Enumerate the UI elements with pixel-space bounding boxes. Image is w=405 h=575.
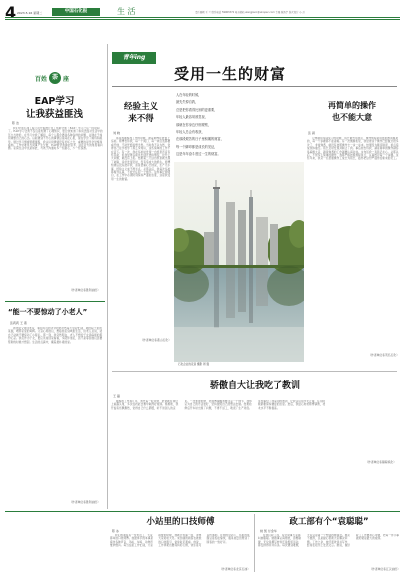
section-title: 生 活: [117, 7, 136, 16]
bottom-middle-footer-note: （作者单位系北京石油）: [219, 567, 250, 571]
bottom-right-body-text: 在我们政工部，有位同事大家都叫她聪聪。她做事认真细致，思维敏捷，无论是撰写材料还是组织活动，都安排得井井有条。每次遇到难题，大家总是第一个想到找她商量。她从不推辞，总是耐心帮助大家解决问题。工作之余，她还喜欢读书写作，经常在报刊上发表文章。她说，做好政工工作要用心用情，把每一件小事做好就是最大的成绩。: [258, 534, 400, 548]
left-bottom-author: 张莉莉 王 燕: [10, 321, 27, 325]
left-article-heading-2: 来不得: [128, 114, 154, 124]
middle-article-body: [111, 400, 399, 458]
sidebar-body-text: 我们中原石油工程公司开始推行员工帮助计划（EAP）学习已有一段时间了。EAP学习让我不仅仅是知道了心理知识，更让我知道了如何去面对生活中的压力与挫折。在学习中我了解到，每个人都会遇到各种各样的问题，关键在于如何调整自己的心态。以前遇到不开心的事情总是闷在心里，现在学会了倾诉和疏导。通过学习情绪管理课程，我认识到情绪没有好坏之分，重要的是学会觉察和接纳。工作中难免与同事产生分歧，EAP教会我换位思考，站在对方的角度看问题。家庭生活中也是如此，与孩子沟通时多一些耐心，少一些说教。: [8, 127, 103, 151]
left-bottom-footer-note: （作者单位系胜利油田）: [69, 500, 100, 504]
banner-tag: 青年ing: [112, 52, 156, 64]
sidebar-title-line1: EAP学习: [34, 96, 75, 107]
middle-article-body-text: 刚参加工作那几年，我凭着一股冲劲，很快就在岗位上崭露头角，多次在技能比赛中取得好成绩。渐渐地，我开始有些飘飘然，觉得自己什么都懂，听不进别人的意见。一次装置检修，老师傅提醒我要注意一个细节，我却认为自己的方法更好，坚持按照自己的想法去做。结果检修后开车时出现了问题，不得不返工，耽误了生产进度。这件事给了我深刻的教训，让我认识到学无止境，任何时候都要保持谦虚的态度。此后，我虚心向老师傅请教，技术水平不断提高。: [111, 400, 326, 410]
left-article-body: [111, 137, 171, 337]
middle-article-author: 王 磊: [113, 394, 120, 398]
left-article-heading-1: 经验主义: [123, 102, 158, 112]
sidebar-author: 陈 洁: [12, 121, 19, 125]
poem-block: [176, 92, 296, 159]
bottom-right-body: [258, 534, 400, 566]
poem-line-6: 年轻人总会有收获，: [176, 130, 205, 135]
bottom-middle-title: 小站里的口技师傅: [146, 517, 215, 527]
column-logo-left: 百姓: [34, 75, 47, 83]
sidebar-body: [8, 127, 104, 287]
right-article-heading-1: 再简单的操作: [328, 101, 376, 110]
middle-article-title: 骄傲自大让我吃了教训: [210, 381, 301, 391]
column-divider-bottom: [254, 514, 255, 572]
middle-article-rule: [112, 371, 397, 372]
poem-line-8: 每一个脚印都是成长的见证，: [176, 144, 218, 149]
poem-line-2: 最先失掉自我，: [176, 100, 199, 105]
left-bottom-body-text: 周末陪父母回老家，看到年迈的爷爷奶奶仍然每天早起忙碌，收拾院子里的菜园，喂养家里的鸡鸭。父亲心疼他们，想接他们到城里生活，但老人总说，能自己动就不要惊动了小辈们。那一刻，我突然明白，老人不想给子女添麻烦的那份心意。我们作为子女，更应该常回家看看，多陪伴他们，而不是等到他们需要帮助的时候才想起。生活的点滴中，藏着最朴素的爱。: [8, 327, 103, 344]
column-logo: [20, 70, 84, 86]
feature-title: 受用一生的财富: [173, 65, 286, 83]
left-article-author: 刘 晓: [113, 131, 120, 135]
column-logo-right: 座: [63, 75, 70, 83]
left-article-footer-note: （作者单位系燕山石化）: [140, 338, 171, 342]
right-article-heading-2: 也不能大意: [332, 113, 372, 122]
bottom-right-title: 政工部有个“袁聪聪”: [289, 517, 369, 527]
poem-line-9: 这是年年奋斗度过一生的财富。: [176, 152, 221, 157]
tea-icon: 荼: [49, 72, 61, 84]
middle-article-footer-note: （作者单位系镇海炼化）: [365, 460, 396, 464]
poem-line-4: 年轻人最容易被忽视，: [176, 115, 208, 120]
right-article-footer-note: （作者单位系茂名石化）: [368, 353, 399, 357]
bottom-strip-rule: [5, 511, 400, 512]
left-bottom-title: “能一不要惊动了小老人”: [8, 308, 88, 316]
header-rule-thin: [5, 19, 400, 20]
poem-line-5: 那就在你身边仔细观察，: [176, 122, 212, 127]
bottom-middle-body: [110, 534, 250, 566]
sidebar-title-line2: 让我获益匪浅: [25, 109, 83, 120]
header-rule: [5, 17, 400, 18]
refinery-photo: [174, 162, 304, 362]
bottom-middle-body-text: 我们加油站有一位老员工，大家都叫他口技师傅。他最拿手的本事是模仿各种声音，鸟叫、车鸣、动物声惟妙惟肖。每当站里工作忙碌，大家疲惫的时候，他就会表演一段，逗得大家哈哈大笑。来加油的顾客也被他的口技吸引，常常驻足观看。他说，工作再累也要保持好心情，快乐是可以传递的。在他的带动下，站里的氛围总是轻松愉快，服务质量也得到了顾客的一致好评。: [110, 534, 250, 548]
sidebar-footer-note: （作者单位系胜利油田）: [69, 288, 100, 292]
left-bottom-body: [8, 327, 104, 499]
right-article-author: 张 颖: [308, 131, 315, 135]
right-article-body: [307, 137, 399, 352]
right-article-body-text: 记得刚到车间实习的时候，班长就告诉我们，操作规程是用血的教训换来的，每一个步骤都不能省略。有一次倒换机泵，我觉得这个操作已经做过很多次了，非常熟悉，就没有按照操作卡一步一步来。结果因为顺序错误，差点造成泵体抽空。班长及时发现并制止了我。事后他告诉我，越是简单的操作越容易麻痹大意，越是熟悉的工作越要认真对待。这句话我一直铭记在心。从那以后，不管多么简单的操作，我都严格按照规程执行，认真核对每一个步骤。这些年来，我从一名普通操作工成长为班长，始终把这份严谨传给新来的员工。: [307, 137, 399, 161]
poem-line-7: 在那段艰苦的日子里积累的财富，: [176, 137, 224, 142]
bottom-right-author: 姚 凯 甘金华: [260, 529, 277, 533]
left-bottom-rule: [5, 301, 105, 302]
refinery-photo-art: [174, 162, 304, 362]
editor-meta-line: 责任编辑 王 兰 联系电话 59963372 电子邮箱 wangjiaoc@sinopec.com 美编 陈浩宇 版式设计 小 月: [195, 11, 305, 14]
photo-caption: 石化企业的夜景 摄影 周 强: [178, 363, 210, 366]
bottom-right-footer-note: （作者单位系江汉油田）: [369, 567, 400, 571]
page-number: 4: [5, 3, 17, 22]
poem-line-3: 总是把你看得比别的更重要，: [176, 107, 218, 112]
paper-name-logo: 中国石化报: [52, 8, 100, 16]
poem-line-1: 人在年轻的时候，: [176, 93, 202, 97]
column-divider-1: [107, 44, 108, 509]
issue-date: 2023.5.16 星期二: [17, 11, 43, 15]
left-article-body-text: 那是我刚参加工作的时候，跟着师傅在装置上巡检。师傅告诉我，每一个阀门、每一块仪表都要看仔细，不能凭经验想当然。当时我不以为然，觉得自己在学校学了那么多知识，这些简单的工作不在话下。有一次，我在巡检时发现一台机泵声音有些异常，但我觉得以前也出现过类似情况，没什么大问题，就没有上报。结果第二天这台机泵就出现了故障，幸好发现及时，没有造成大的损失。师傅知道后没有批评我，而是语重心长地说，生产无小事，经验主义来不得半点。从那以后，我每次巡检都格外认真，不放过任何一个细节。这件事让我明白，在工作中必须时刻保持严谨的态度，这是我受用一生的财富。: [111, 137, 171, 181]
bottom-middle-author: 陈 冰: [112, 529, 119, 533]
feature-title-rule: [112, 86, 397, 87]
